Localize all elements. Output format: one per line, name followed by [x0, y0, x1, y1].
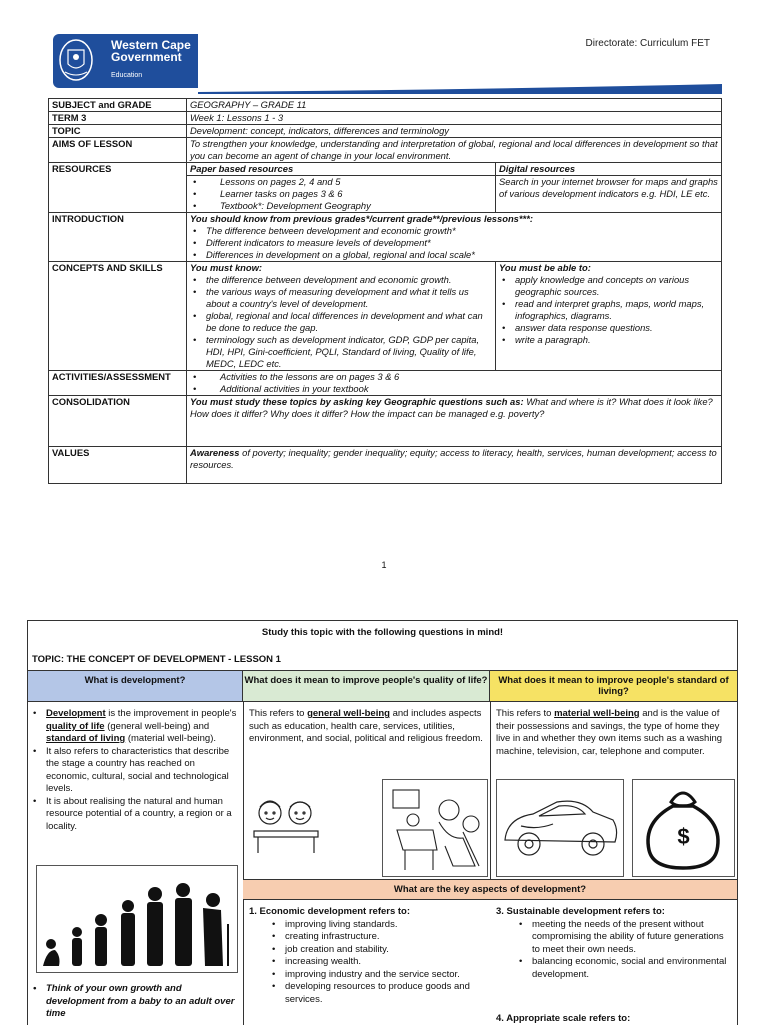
question-header-standard-of-living: What does it mean to improve people's standard of living?	[490, 670, 737, 702]
wcg-logo	[53, 34, 198, 88]
question-header-quality-of-life: What does it mean to improve people's quality of life?	[243, 670, 490, 702]
table-row	[49, 371, 722, 396]
logo-line-2: Government	[111, 50, 182, 64]
table-row	[49, 125, 722, 138]
must-know-heading: You must know:	[190, 262, 263, 273]
term-development: Development	[46, 708, 106, 719]
human-growth-illustration	[36, 865, 238, 973]
column-divider	[243, 702, 244, 1025]
list-item: • Additional activities in your textbook	[206, 383, 718, 395]
children-desk-icon	[250, 793, 322, 855]
lesson-plan-table	[48, 98, 722, 484]
text-span: This refers to	[249, 708, 308, 719]
consolidation-label: CONSOLIDATION	[49, 396, 187, 447]
subject-value: GEOGRAPHY – GRADE 11	[187, 99, 722, 112]
column-divider	[490, 702, 491, 879]
list-item: • balancing economic, social and environmental development.	[532, 956, 733, 981]
concept-of-development-page	[27, 620, 738, 1025]
dental-care-icon	[383, 780, 487, 876]
text-span: (general well-being) and	[104, 720, 210, 732]
text-span: is the improvement in people's	[105, 708, 237, 719]
logo-line-1: Western Cape	[111, 38, 191, 52]
economic-development-block	[249, 906, 489, 1006]
must-know-cell	[187, 262, 496, 371]
list-item: • terminology such as development indicator, GDP, GDP per capita, HDI, HPI, Gini-coefficient, PQLI, Standard of living, Quality of life, MEDC, LEDC etc.	[206, 334, 492, 370]
table-row	[49, 163, 722, 176]
aims-value: To strengthen your knowledge, understanding and interpretation of global, regional and local differences in development so that you can become an agent of change in your local environment.	[187, 138, 722, 163]
header-rule	[198, 84, 722, 94]
list-item: • developing resources to produce goods and services.	[285, 981, 489, 1006]
table-row	[49, 447, 722, 484]
study-instruction: Study this topic with the following questions in mind!	[261, 627, 504, 638]
text-span: (material well-being).	[125, 733, 216, 744]
topic-value: Development: concept, indicators, differences and terminology	[187, 125, 722, 138]
subject-label: SUBJECT and GRADE	[49, 99, 187, 112]
term-material-well-being: material well-being	[554, 708, 640, 719]
table-row	[49, 99, 722, 112]
list-item: • meeting the needs of the present without compromising the ability of future generations to meet their own needs.	[532, 919, 733, 957]
paper-resources-heading: Paper based resources	[187, 163, 496, 176]
economic-development-heading: 1. Economic development refers to:	[249, 906, 411, 917]
list-item: • The difference between development and economic growth*	[206, 225, 718, 237]
list-item: • job creation and stability.	[285, 944, 489, 957]
term-value: Week 1: Lessons 1 - 3	[187, 112, 722, 125]
list-item: • apply knowledge and concepts on various geographic sources.	[515, 274, 718, 298]
logo-subtitle: Education	[111, 72, 143, 79]
money-bag-illustration	[632, 779, 735, 877]
growth-silhouettes-icon	[37, 866, 237, 972]
dollar-sign: $	[677, 824, 690, 849]
must-be-able-cell	[496, 262, 722, 371]
page-number: 1	[381, 560, 387, 570]
introduction-content	[187, 213, 722, 262]
digital-resources-heading: Digital resources	[496, 163, 722, 176]
introduction-heading: You should know from previous grades*/current grade**/previous lessons***:	[190, 213, 533, 224]
term-label: TERM 3	[49, 112, 187, 125]
car-illustration	[496, 779, 624, 877]
values-label: VALUES	[49, 447, 187, 484]
term-standard-of-living: standard of living	[46, 733, 126, 744]
must-be-able-heading: You must be able to:	[499, 262, 591, 273]
list-item: • the various ways of measuring development and what it tells us about a country's level of development.	[206, 286, 492, 310]
development-definition	[32, 708, 238, 833]
school-children-illustration	[250, 793, 322, 855]
table-row	[49, 138, 722, 163]
consolidation-content	[187, 396, 722, 447]
list-item: • improving living standards.	[285, 919, 489, 932]
quality-of-life-text	[249, 708, 486, 746]
list-item: • write a paragraph.	[515, 334, 718, 346]
list-item: • Activities to the lessons are on pages 3 & 6	[206, 371, 718, 383]
topic-label: TOPIC	[49, 125, 187, 138]
activities-label: ACTIVITIES/ASSESSMENT	[49, 371, 187, 396]
standard-of-living-text	[496, 708, 733, 758]
list-item: • global, regional and local differences in development and what can be done to reduce the gap.	[206, 310, 492, 334]
list-item: • Think of your own growth and development from a baby to an adult over time	[46, 983, 238, 1021]
list-item	[46, 708, 238, 746]
question-header-development: What is development?	[28, 670, 243, 702]
list-item: • It also refers to characteristics that describe the stage a country has reached on economic, cultural, social and technological levels.	[46, 746, 238, 796]
concepts-label: CONCEPTS AND SKILLS	[49, 262, 187, 371]
key-aspects-header: What are the key aspects of development?	[243, 879, 737, 900]
table-row	[49, 396, 722, 447]
healthcare-illustration	[382, 779, 488, 877]
list-item: • Learner tasks on pages 3 & 6	[206, 188, 492, 200]
term-general-well-being: general well-being	[307, 708, 390, 719]
values-keyword: Awareness	[190, 447, 240, 458]
aims-label: AIMS OF LESSON	[49, 138, 187, 163]
values-content	[187, 447, 722, 484]
list-item: • Differences in development on a global, regional and local scale*	[206, 249, 718, 261]
sustainable-development-heading: 3. Sustainable development refers to:	[496, 906, 665, 917]
table-row	[49, 112, 722, 125]
list-item: • Lessons on pages 2, 4 and 5	[206, 176, 492, 188]
list-item: • answer data response questions.	[515, 322, 718, 334]
directorate-label: Directorate: Curriculum FET	[585, 38, 710, 49]
values-text: of poverty; inequality; gender inequality; equity; access to literacy, health, services, human development; access to resources.	[190, 447, 717, 470]
text-span: and includes aspects such as education, health care, services, utilities, environment, and social, political and religious freedom.	[249, 708, 483, 744]
lesson-topic: TOPIC: THE CONCEPT OF DEVELOPMENT - LESSON 1	[32, 654, 281, 665]
car-icon	[497, 780, 623, 876]
term-quality-of-life: quality of life	[46, 720, 105, 732]
text-span: This refers to	[496, 708, 555, 719]
list-item: • Textbook*: Development Geography	[206, 200, 492, 212]
resources-label: RESOURCES	[49, 163, 187, 213]
list-item: • increasing wealth.	[285, 956, 489, 969]
list-item: • creating infrastructure.	[285, 931, 489, 944]
list-item: • Different indicators to measure levels of development*	[206, 237, 718, 249]
paper-resources-list	[187, 176, 496, 213]
growth-note	[32, 983, 238, 1021]
logo-name	[111, 39, 191, 63]
table-row	[49, 262, 722, 371]
introduction-label: INTRODUCTION	[49, 213, 187, 262]
list-item: • read and interpret graphs, maps, world maps, infographics, diagrams.	[515, 298, 718, 322]
list-item: • improving industry and the service sector.	[285, 969, 489, 982]
list-item: • the difference between development and economic growth.	[206, 274, 492, 286]
coat-of-arms-icon	[59, 38, 93, 82]
consolidation-questions: What and where is it? What does it look like? How does it differ? Why does it differ? How the impact can be managed e.g. poverty?	[190, 396, 713, 419]
activities-content	[187, 371, 722, 396]
digital-resources-text: Search in your internet browser for maps and graphs of various development indicators e.g. HDI, LE etc.	[496, 176, 722, 213]
appropriate-scale-heading: 4. Appropriate scale refers to:	[496, 1013, 631, 1024]
table-row	[49, 213, 722, 262]
text-span: and is the value of their possessions and savings, the type of home they live in and whether they own items such as a washing machine, television, car, telephone and computer.	[496, 708, 723, 757]
list-item: • It is about realising the natural and human resource potential of a country, a region or a locality.	[46, 796, 238, 834]
consolidation-prompt: You must study these topics by asking key Geographic questions such as:	[190, 396, 524, 407]
sustainable-development-block	[496, 906, 733, 981]
